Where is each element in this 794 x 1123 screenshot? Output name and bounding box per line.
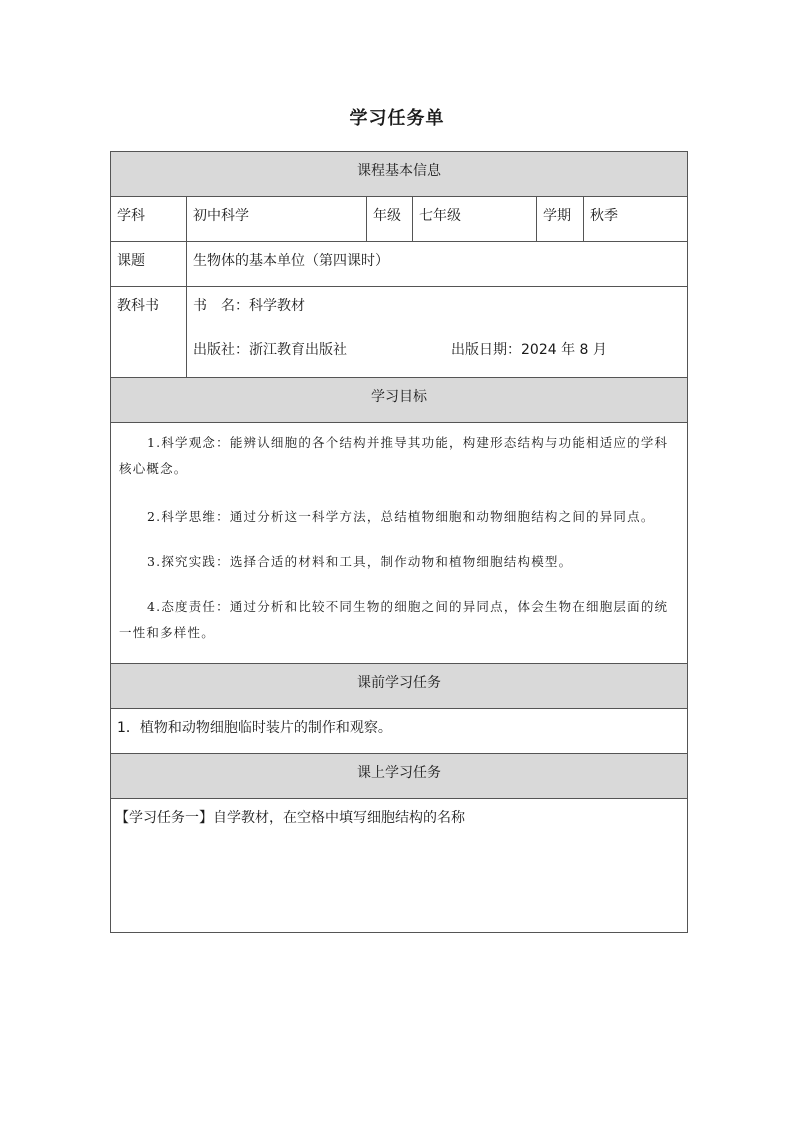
grade-value: 七年级 [413,197,537,241]
objectives-body [111,423,687,664]
objective-item: 3.探究实践：选择合适的材料和工具，制作动物和植物细胞结构模型。 [147,554,573,569]
textbook-label: 教科书 [111,287,187,377]
in-class-task: 【学习任务一】自学教材，在空格中填写细胞结构的名称 [115,810,465,826]
topic-value: 生物体的基本单位（第四课时） [193,253,389,269]
objective-item: 4.态度责任：通过分析和比较不同生物的细胞之间的异同点，体会生物在细胞层面的统一性和多样性。 [119,599,669,640]
objective-item: 2.科学思维：通过分析这一科学方法，总结植物细胞和动物细胞结构之间的异同点。 [147,509,655,524]
topic-row [111,242,687,287]
subject-value: 初中科学 [187,197,367,241]
pre-class-task: 1．植物和动物细胞临时装片的制作和观察。 [117,720,392,736]
page-title: 学习任务单 [349,108,445,129]
subject-row [111,197,687,242]
textbook-info [187,287,687,377]
objectives-header: 学习目标 [111,378,687,423]
grade-label: 年级 [367,197,413,241]
pre-class-header: 课前学习任务 [111,664,687,709]
objective-item: 1.科学观念：能辨认细胞的各个结构并推导其功能，构建形态结构与功能相适应的学科核心概念。 [119,435,669,476]
course-info-header: 课程基本信息 [111,152,687,197]
task-sheet-table [110,151,688,933]
topic-label: 课题 [111,242,187,286]
publisher: 出版社：浙江教育出版社 [193,342,347,358]
in-class-header: 课上学习任务 [111,754,687,799]
subject-label: 学科 [111,197,187,241]
textbook-row [111,287,687,378]
term-label: 学期 [537,197,584,241]
in-class-task-row [111,799,687,932]
term-value: 秋季 [590,208,618,224]
book-name: 书 名：科学教材 [193,298,305,314]
publish-date: 出版日期：2024 年 8 月 [451,342,607,358]
pre-class-task-row [111,709,687,754]
